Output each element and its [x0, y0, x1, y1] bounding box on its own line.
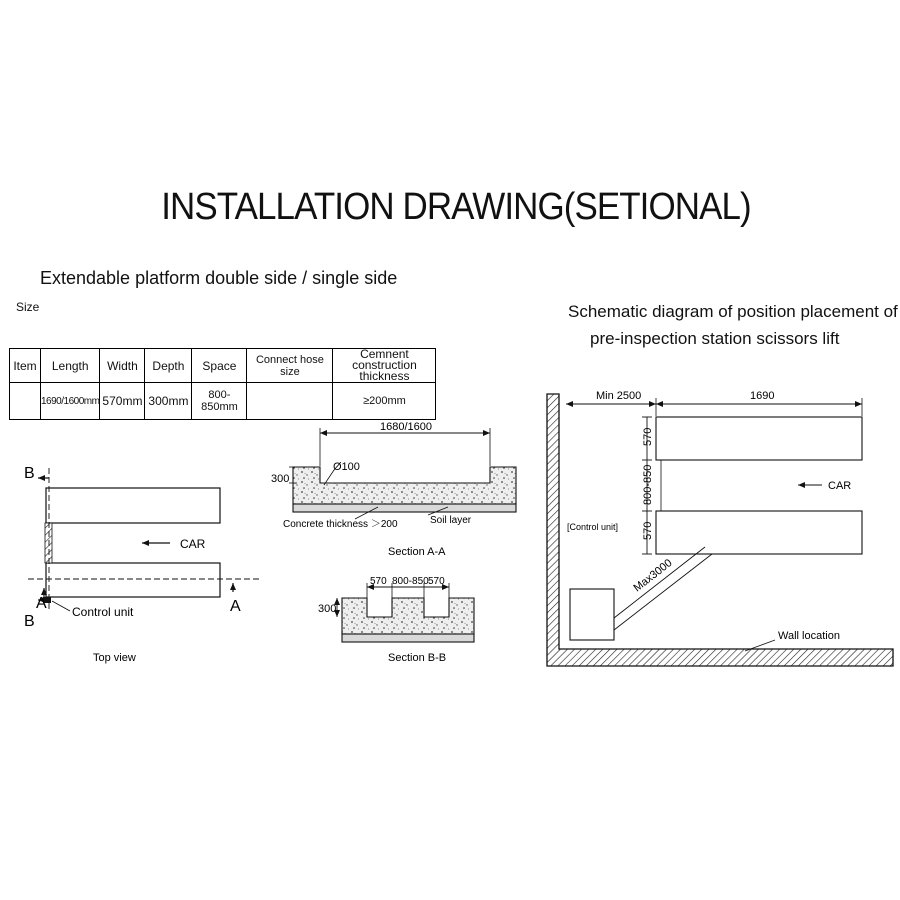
- section-bb-depth: 300: [318, 603, 337, 615]
- platform-length-label: 1690: [750, 390, 775, 402]
- header-hose-size: Connect hose size: [247, 349, 333, 383]
- header-length: Length: [41, 349, 100, 383]
- section-aa-concrete: [293, 467, 516, 504]
- schematic-title-line-2: pre-inspection station scissors lift: [590, 329, 840, 348]
- control-unit-box: [570, 589, 614, 640]
- space-label: 800-850: [642, 464, 654, 505]
- schematic-car-label: CAR: [828, 480, 852, 492]
- top-view-caption: Top view: [93, 652, 136, 664]
- marker-b-top: B: [24, 465, 35, 482]
- section-aa-length: 1680/1600: [380, 421, 432, 433]
- top-view-diagram: [28, 468, 262, 612]
- header-item: Item: [10, 349, 41, 383]
- section-aa-caption: Section A-A: [388, 546, 446, 558]
- header-width: Width: [100, 349, 145, 383]
- schematic-platform-lower: [656, 511, 862, 554]
- top-view-platform-upper: [46, 488, 220, 523]
- value-length: 1690/1600mm: [41, 383, 100, 420]
- top-view-car-label: CAR: [180, 537, 206, 551]
- width-bottom-label: 570: [642, 521, 654, 540]
- value-cement-thickness: ≥200mm: [333, 383, 436, 420]
- wall-location-label: Wall location: [778, 630, 840, 642]
- section-aa-diagram: [289, 428, 516, 519]
- section-aa-hose: Ø100: [333, 461, 360, 473]
- section-aa-concrete-label: Concrete thickness ＞200: [283, 519, 398, 530]
- section-bb-concrete: [342, 598, 474, 634]
- schematic-title-line-1: Schematic diagram of position placement of: [568, 302, 898, 321]
- value-width: 570mm: [100, 383, 145, 420]
- header-cement-thickness: Cemnent construction thickness: [333, 349, 436, 383]
- control-unit-leader: [52, 601, 70, 611]
- section-bb-dim-1: 570: [370, 576, 387, 587]
- value-depth: 300mm: [145, 383, 192, 420]
- max-hose-label: Max3000: [631, 557, 675, 595]
- section-bb-dim-2: 800-850: [392, 576, 429, 587]
- top-view-platform-lower: [46, 563, 220, 597]
- marker-a-right: A: [230, 598, 241, 615]
- header-space: Space: [192, 349, 247, 383]
- width-top-label: 570: [642, 427, 654, 446]
- marker-a-left: A: [36, 595, 47, 612]
- section-bb-diagram: [337, 583, 474, 642]
- section-aa-depth: 300: [271, 473, 290, 485]
- marker-b-bottom: B: [24, 613, 35, 630]
- hose-line-1: [614, 547, 705, 618]
- section-aa-soil-label: Soil layer: [430, 515, 472, 526]
- control-unit-label: Control unit: [72, 605, 134, 619]
- top-view-connector: [45, 523, 52, 563]
- section-bb-soil-layer: [342, 634, 474, 642]
- platform-subtitle: Extendable platform double side / single side: [40, 268, 398, 288]
- section-bb-dim-3: 570: [428, 576, 445, 587]
- page-title: INSTALLATION DRAWING(SETIONAL): [161, 186, 751, 228]
- schematic-platform-upper: [656, 417, 862, 460]
- min-distance-label: Min 2500: [596, 390, 642, 402]
- section-bb-caption: Section B-B: [388, 652, 447, 664]
- schematic-control-unit-label: [Control unit]: [567, 522, 619, 532]
- header-depth: Depth: [145, 349, 192, 383]
- size-label: Size: [16, 300, 40, 314]
- section-aa-soil-layer: [293, 504, 516, 512]
- value-space: 800-850mm: [192, 383, 247, 420]
